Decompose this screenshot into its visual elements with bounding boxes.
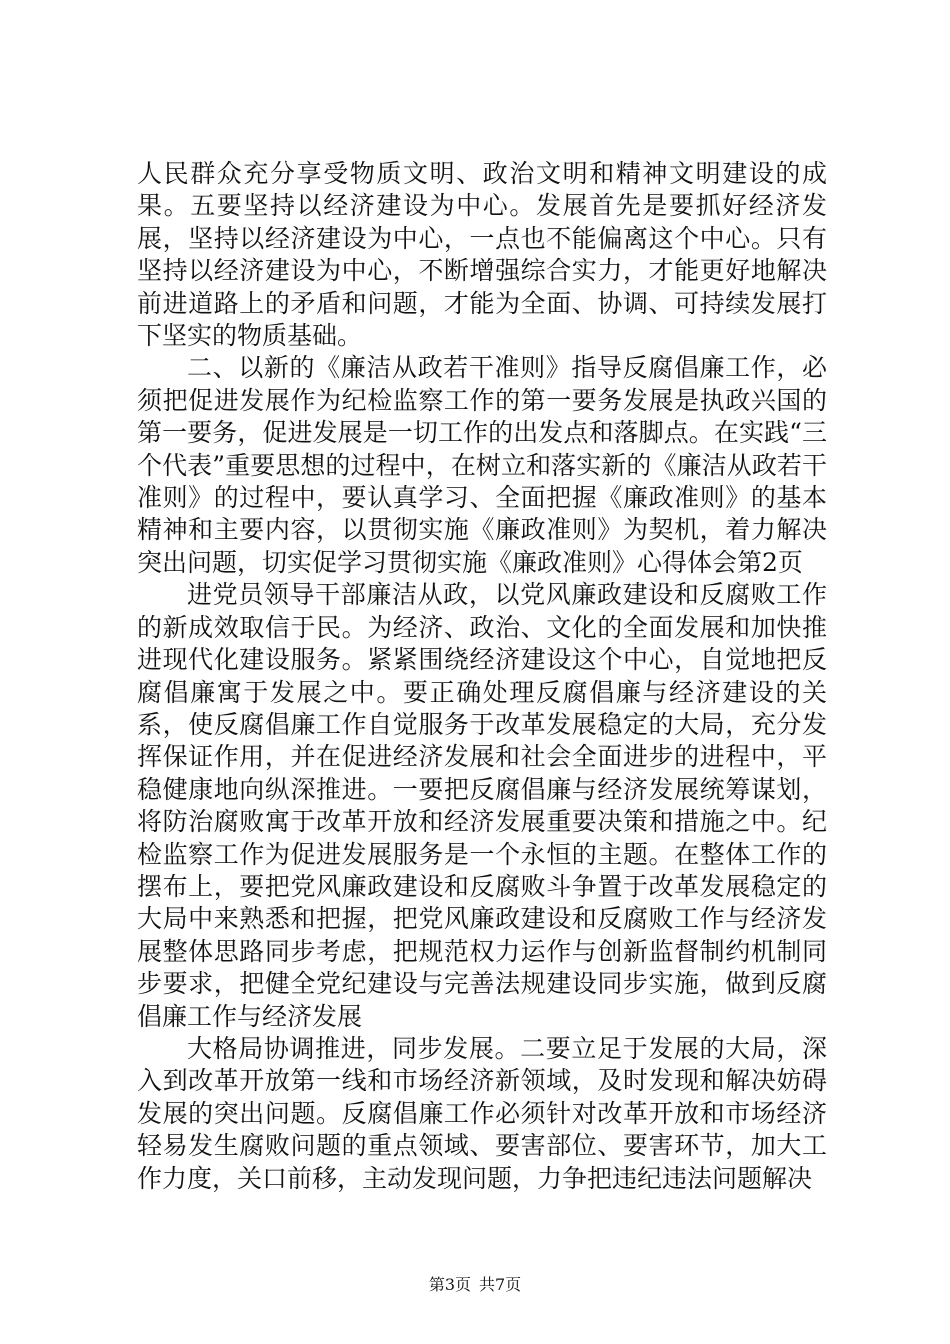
paragraph-1: 人民群众充分享受物质文明、政治文明和精神文明建设的成果。五要坚持以经济建设为中心。发展首先是要抓好经济发展，坚持以经济建设为中心，一点也不能偏离这个中心。只有坚持以经济建设为中心，不断增强综合实力，才能更好地解决前进道路上的矛盾和问题，才能为全面、协调、可持续发展打下坚实的物质基础。 (137, 159, 827, 351)
document-body (137, 158, 827, 1195)
page-number-current: 第3页 (428, 1275, 471, 1294)
paragraph-3: 进党员领导干部廉洁从政，以党风廉政建设和反腐败工作的新成效取信于民。为经济、政治、文化的全面发展和加快推进现代化建设服务。紧紧围绕经济建设这个中心，自觉地把反腐倡廉寓于发展之中。要正确处理反腐倡廉与经济建设的关系，使反腐倡廉工作自觉服务于改革发展稳定的大局，充分发挥保证作用，并在促进经济发展和社会全面进步的进程中，平稳健康地向纵深推进。一要把反腐倡廉与经济发展统筹谋划，将防治腐败寓于改革开放和经济发展重要决策和措施之中。纪检监察工作为促进发展服务是一个永恒的主题。在整体工作的摆布上，要把党风廉政建设和反腐败斗争置于改革发展稳定的大局中来熟悉和把握，把党风廉政建设和反腐败工作与经济发展整体思路同步考虑，把规范权力运作与创新监督制约机制同步要求，把健全党纪建设与完善法规建设同步实施，做到反腐倡廉工作与经济发展 (137, 580, 827, 1031)
paragraph-4: 大格局协调推进，同步发展。二要立足于发展的大局，深入到改革开放第一线和市场经济新领域，及时发现和解决妨碍发展的突出问题。反腐倡廉工作必须针对改革开放和市场经济轻易发生腐败问题的重点领域、要害部位、要害环节，加大工作力度，关口前移，主动发现问题，力争把违纪违法问题解决 (137, 1033, 827, 1193)
page-footer (0, 1275, 950, 1295)
paragraph-2: 二、以新的《廉洁从政若干准则》指导反腐倡廉工作，必须把促进发展作为纪检监察工作的第一要务发展是执政兴国的第一要务，促进发展是一切工作的出发点和落脚点。在实践“三个代表”重要思想的过程中，在树立和落实新的《廉洁从政若干准则》的过程中，要认真学习、全面把握《廉政准则》的基本精神和主要内容，以贯彻实施《廉政准则》为契机，着力解决突出问题，切实促学习贯彻实施《廉政准则》心得体会第2页 (137, 353, 827, 577)
page-number-total: 共7页 (479, 1275, 522, 1294)
